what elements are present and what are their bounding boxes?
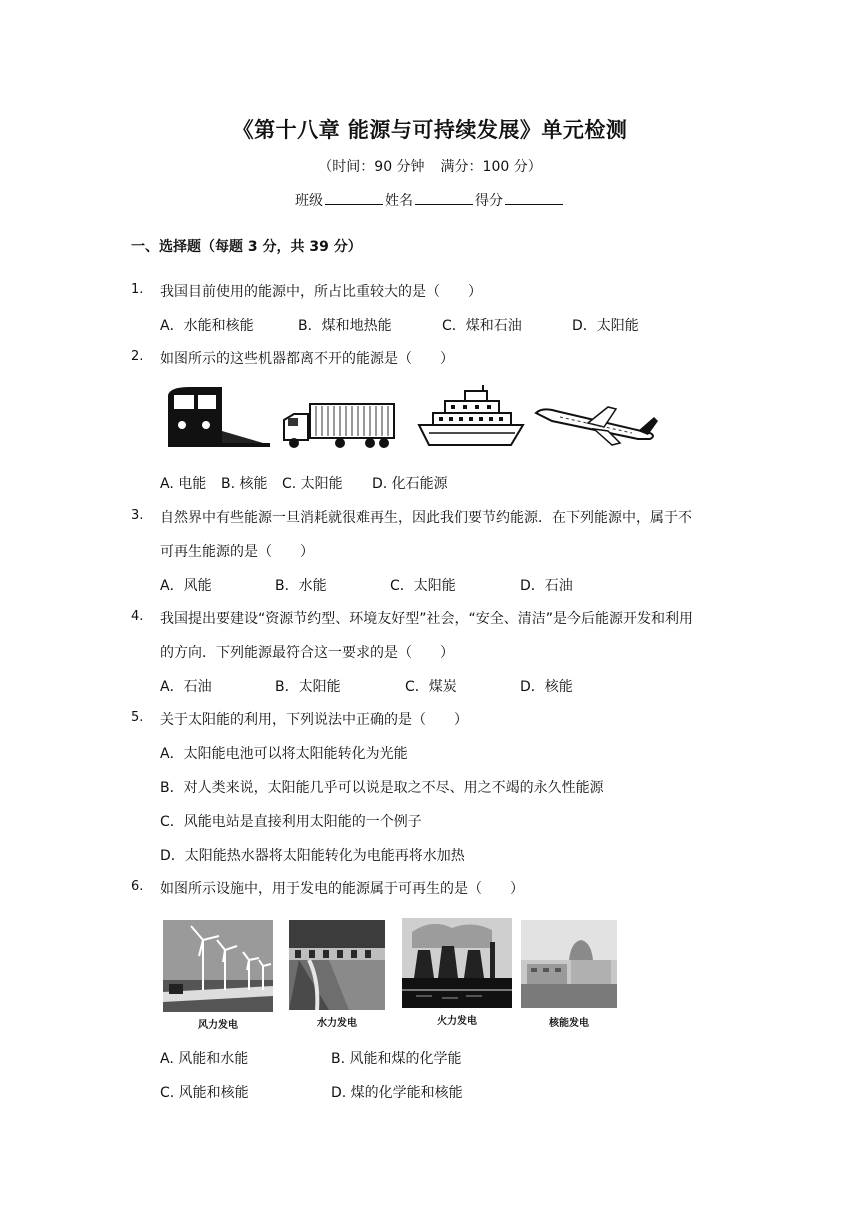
- option[interactable]: C．煤炭: [405, 679, 457, 695]
- truck-image: [280, 400, 398, 450]
- photo-caption: 火力发电: [437, 1016, 477, 1027]
- question-number: 5.: [131, 710, 144, 725]
- class-blank[interactable]: [325, 192, 383, 205]
- option[interactable]: C. 风能和核能: [160, 1085, 249, 1101]
- option[interactable]: A．风能: [160, 578, 212, 594]
- student-info-line: [0, 190, 860, 210]
- question-text-continued: 的方向．下列能源最符合这一要求的是（ ）: [160, 645, 454, 661]
- question-number: 1.: [131, 282, 144, 297]
- question-number: 2.: [131, 349, 144, 364]
- option[interactable]: D．石油: [520, 578, 573, 594]
- nuclear-power-photo: [521, 920, 617, 1008]
- photo-caption: 水力发电: [317, 1018, 357, 1029]
- question-text: 如图所示的这些机器都离不开的能源是（ ）: [160, 351, 454, 367]
- option[interactable]: A．太阳能电池可以将太阳能转化为光能: [160, 746, 408, 762]
- thermal-power-photo: [402, 918, 512, 1008]
- question-number: 4.: [131, 609, 144, 624]
- question-text: 自然界中有些能源一旦消耗就很难再生，因此我们要节约能源．在下列能源中，属于不: [160, 510, 692, 526]
- photo-caption: 风力发电: [198, 1020, 238, 1031]
- option[interactable]: C．风能电站是直接利用太阳能的一个例子: [160, 814, 422, 830]
- train-image: [160, 383, 275, 453]
- question-text: 关于太阳能的利用，下列说法中正确的是（ ）: [160, 712, 468, 728]
- question-text: 如图所示设施中，用于发电的能源属于可再生的是（ ）: [160, 881, 524, 897]
- option[interactable]: D．太阳能: [572, 318, 639, 334]
- option[interactable]: B．太阳能: [275, 679, 341, 695]
- option[interactable]: C．煤和石油: [442, 318, 522, 334]
- option[interactable]: D．太阳能热水器将太阳能转化为电能再将水加热: [160, 848, 465, 864]
- option[interactable]: A．石油: [160, 679, 212, 695]
- option[interactable]: D．核能: [520, 679, 573, 695]
- question-number: 3.: [131, 508, 144, 523]
- ship-image: [415, 385, 527, 451]
- option[interactable]: C. 太阳能: [282, 476, 343, 492]
- name-label: 姓名: [385, 193, 413, 209]
- question-text-continued: 可再生能源的是（ ）: [160, 544, 314, 560]
- class-label: 班级: [295, 193, 323, 209]
- option[interactable]: D. 化石能源: [372, 476, 448, 492]
- option[interactable]: A．水能和核能: [160, 318, 254, 334]
- photo-caption: 核能发电: [549, 1018, 589, 1029]
- section-heading: 一、选择题（每题 3 分，共 39 分）: [131, 239, 362, 255]
- option[interactable]: B. 核能: [221, 476, 268, 492]
- option[interactable]: A. 风能和水能: [160, 1051, 249, 1067]
- option[interactable]: A. 电能: [160, 476, 207, 492]
- score-label: 得分: [475, 193, 503, 209]
- option[interactable]: C．太阳能: [390, 578, 456, 594]
- score-blank[interactable]: [505, 192, 563, 205]
- full-score: 满分：100 分）: [440, 159, 542, 175]
- page-title: 《第十八章 能源与可持续发展》单元检测: [232, 118, 628, 142]
- exam-meta: [0, 156, 860, 176]
- question-number: 6.: [131, 879, 144, 894]
- question-text: 我国提出要建设“资源节约型、环境友好型”社会，“安全、清洁”是今后能源开发和利用: [160, 611, 694, 627]
- wind-power-photo: [163, 920, 273, 1012]
- question-text: 我国目前使用的能源中，所占比重较大的是（ ）: [160, 284, 482, 300]
- time-limit: （时间：90 分钟: [318, 159, 425, 175]
- option[interactable]: D. 煤的化学能和核能: [331, 1085, 463, 1101]
- hydro-power-photo: [289, 920, 385, 1010]
- option[interactable]: B．水能: [275, 578, 327, 594]
- option[interactable]: B．煤和地热能: [298, 318, 392, 334]
- name-blank[interactable]: [415, 192, 473, 205]
- option[interactable]: B. 风能和煤的化学能: [331, 1051, 462, 1067]
- option[interactable]: B．对人类来说，太阳能几乎可以说是取之不尽、用之不竭的永久性能源: [160, 780, 604, 796]
- airplane-image: [532, 403, 662, 449]
